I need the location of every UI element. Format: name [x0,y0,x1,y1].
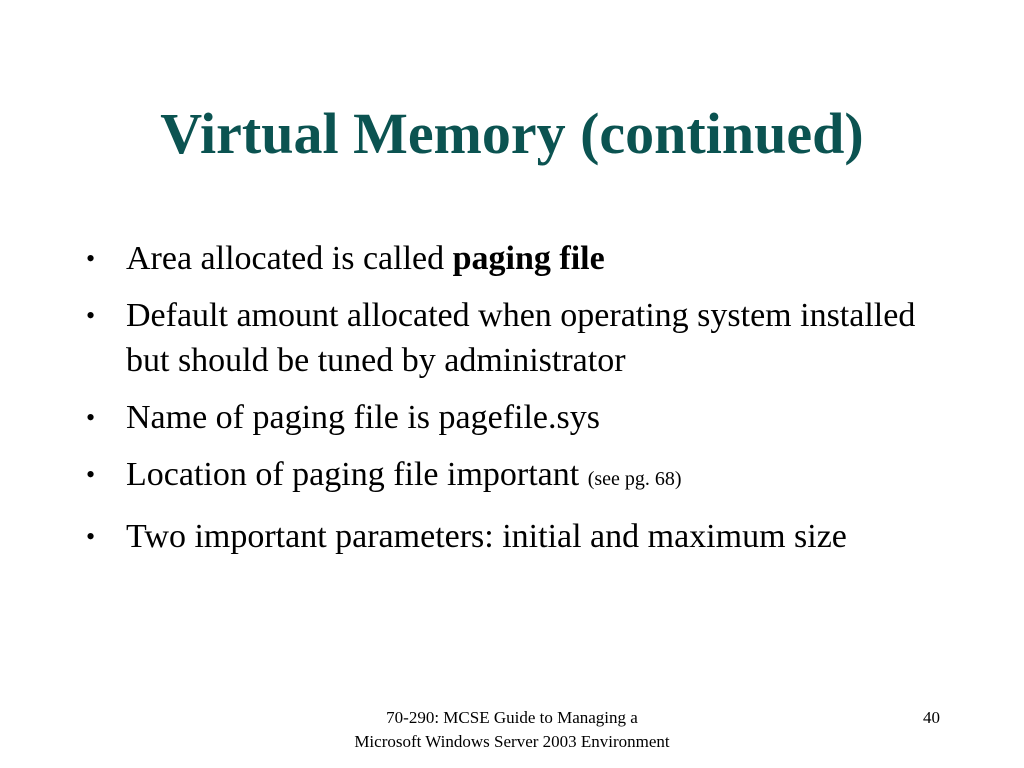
bullet-icon: • [86,244,96,273]
bullet-item-file-name [86,395,926,440]
bullet-reference-note: (see pg. 68) [587,468,682,490]
bullet-item-parameters [86,514,926,559]
page-number: 40 [923,708,940,727]
slide-title: Virtual Memory (continued) [160,101,864,166]
bullet-icon: • [86,403,96,432]
bullet-text: Name of paging file is pagefile.sys [126,399,600,436]
bullet-item-paging-file [86,236,926,281]
bullet-text: Default amount allocated when operating system installed but should be tuned by administrator [126,297,916,379]
footer-course-title [290,706,734,754]
bullet-icon: • [86,522,96,551]
footer-line-1: 70-290: MCSE Guide to Managing a [386,708,638,727]
bullet-list [86,236,926,571]
bullet-emphasis: paging file [452,240,605,277]
bullet-text: Area allocated is called [126,240,453,277]
footer-line-2: Microsoft Windows Server 2003 Environment [354,732,670,751]
bullet-icon: • [86,460,96,489]
bullet-text: Two important parameters: initial and maximum size [126,518,847,555]
bullet-item-default-amount [86,293,926,383]
bullet-item-location [86,452,926,502]
bullet-icon: • [86,301,96,330]
bullet-text: Location of paging file important [126,456,588,493]
